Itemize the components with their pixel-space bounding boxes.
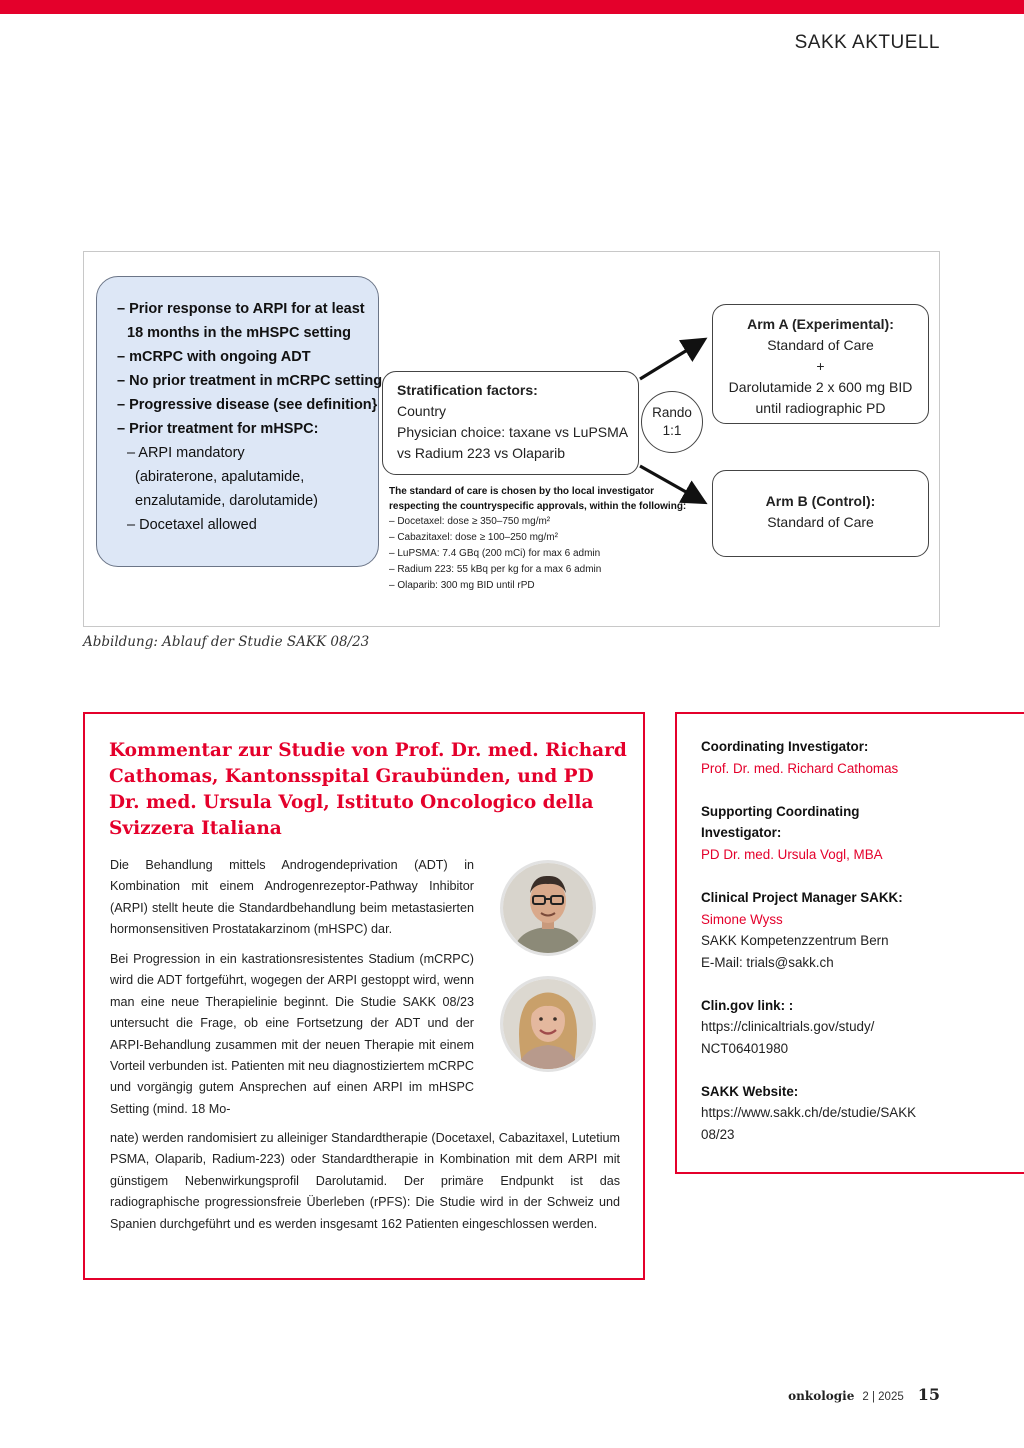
soc-heading: The standard of care is chosen by tho local investigator	[389, 486, 655, 497]
inclusion-line: – Prior response to ARPI for at least	[117, 301, 365, 317]
coordinating-investigator-name: Prof. Dr. med. Richard Cathomas	[701, 761, 899, 776]
inclusion-line: – ARPI mandatory	[127, 445, 245, 461]
inclusion-line: – Docetaxel allowed	[127, 517, 257, 533]
arm-b-title: Arm B (Control):	[765, 493, 876, 509]
page-footer	[788, 1385, 940, 1404]
project-manager-email: E-Mail: trials@sakk.ch	[701, 955, 834, 970]
arm-a-line: Standard of Care	[767, 337, 874, 353]
figure-caption: Abbildung: Ablauf der Studie SAKK 08/23	[83, 634, 370, 650]
inclusion-line: (abiraterone, apalutamide,	[135, 469, 305, 485]
inclusion-line: 18 months in the mHSPC setting	[127, 325, 351, 341]
project-manager-org: SAKK Kompetenzzentrum Bern	[701, 933, 889, 948]
sakk-website-label: SAKK Website:	[701, 1084, 799, 1099]
comment-paragraph: nate) werden randomisiert zu alleiniger Standardtherapie (Docetaxel, Cabazitaxel, Lutetium PSMA, Olaparib, Radium-223) oder Standardtherapie in Kombination mit dem ARPI mit günstigem Nebenwirkungsprofil Darolutamid. Der primäre Endpunkt ist das radiographische progressionsfreie Überleben (rPFS): Die Studie wird in der Schweiz und Spanien durchgeführt und es werden insgesamt 162 Patienten eingeschlossen werden.	[110, 1131, 620, 1231]
arrow-to-arm-a	[640, 341, 702, 379]
portrait-photo-male	[500, 860, 596, 956]
clinicaltrials-label: Clin.gov link: :	[701, 998, 794, 1013]
page-number: 15	[917, 1385, 940, 1404]
supporting-investigator-name: PD Dr. med. Ursula Vogl, MBA	[701, 847, 883, 862]
comment-paragraph: Die Behandlung mittels Androgendeprivation (ADT) in Kombination mit einem Androgenrezeptor-Pathway Inhibitor (ARPI) stellt heute die Standardbehandlung beim metastasierten hormonsensitiven Prostatakarzinom (mHSPC) dar.	[110, 858, 474, 937]
inclusion-line: enzalutamide, darolutamide)	[135, 493, 318, 509]
soc-item: – Cabazitaxel: dose ≥ 100–250 mg/m²	[389, 532, 558, 543]
rando-ratio: 1:1	[662, 423, 682, 438]
study-contacts-box	[675, 712, 1024, 1174]
supporting-investigator-label: Investigator:	[701, 825, 782, 840]
clinicaltrials-link[interactable]: NCT06401980	[701, 1041, 789, 1056]
inclusion-line: – mCRPC with ongoing ADT	[117, 349, 311, 365]
inclusion-line: – Prior treatment for mHSPC:	[117, 421, 319, 437]
soc-heading: respecting the countryspecific approvals, within the following:	[389, 501, 687, 512]
rando-label: Rando	[652, 405, 692, 420]
arm-b-line: Standard of Care	[767, 514, 874, 530]
coordinating-investigator-label: Coordinating Investigator:	[701, 739, 869, 754]
standard-of-care-notes	[389, 484, 686, 594]
arm-a-title: Arm A (Experimental):	[747, 316, 894, 332]
project-manager-name: Simone Wyss	[701, 912, 783, 927]
portrait-photo-female	[500, 976, 596, 1072]
arm-a-line: until radiographic PD	[755, 400, 886, 416]
soc-item: – Olaparib: 300 mg BID until rPD	[389, 580, 535, 591]
issue-number: 2 | 2025	[862, 1391, 904, 1403]
inclusion-line: – No prior treatment in mCRPC setting	[117, 373, 383, 389]
inclusion-criteria-box	[96, 276, 383, 567]
stratification-line: Country	[397, 403, 447, 419]
magazine-name: onkologie	[788, 1389, 855, 1403]
arm-a-box	[712, 304, 929, 424]
clinicaltrials-link[interactable]: https://clinicaltrials.gov/study/	[701, 1019, 875, 1034]
comment-title: Kommentar zur Studie von Prof. Dr. med. Richard Cathomas, Kantonsspital Graubünden, und PD Dr. med. Ursula Vogl, Istituto Oncologico della Svizzera Italiana	[109, 740, 627, 839]
soc-item: – Docetaxel: dose ≥ 350–750 mg/m²	[389, 516, 551, 527]
inclusion-line: – Progressive disease (see definition}	[117, 397, 378, 413]
supporting-investigator-label: Supporting Coordinating	[701, 804, 860, 819]
arm-a-line: Darolutamide 2 x 600 mg BID	[728, 379, 913, 395]
soc-item: – LuPSMA: 7.4 GBq (200 mCi) for max 6 admin	[389, 548, 601, 559]
sakk-website-link[interactable]: 08/23	[701, 1127, 735, 1142]
sakk-website-link[interactable]: https://www.sakk.ch/de/studie/SAKK	[701, 1105, 917, 1120]
soc-item: – Radium 223: 55 kBq per kg for a max 6 admin	[389, 564, 602, 575]
stratification-box	[382, 371, 639, 475]
top-accent-bar	[0, 0, 1024, 14]
project-manager-label: Clinical Project Manager SAKK:	[701, 890, 903, 905]
arm-b-box	[712, 470, 929, 557]
section-title: SAKK AKTUELL	[794, 32, 940, 53]
arm-a-line: +	[816, 358, 825, 374]
stratification-line: vs Radium 223 vs Olaparib	[397, 445, 566, 461]
study-flow-figure	[83, 251, 940, 627]
randomization-circle	[641, 391, 703, 453]
comment-box	[83, 712, 645, 1280]
stratification-title: Stratification factors:	[397, 382, 538, 398]
stratification-line: Physician choice: taxane vs LuPSMA	[397, 424, 629, 440]
comment-paragraph: Bei Progression in ein kastrationsresistentes Stadium (mCRPC) wird die ADT fortgeführt, wogegen der ARPI gestoppt wird, wenn man eine neue Therapielinie beginnt. Die Studie SAKK 08/23 untersucht die Frage, ob eine Fortsetzung der ADT und der ARPI-Behandlung zusammen mit der neuen Therapie mit einem Vorteil verbunden ist. Patienten mit neu diagnostiziertem mCRPC und vorgängig gutem Ansprechen auf einen ARPI im mHSPC Setting (mind. 18 Mo-	[110, 952, 474, 1116]
